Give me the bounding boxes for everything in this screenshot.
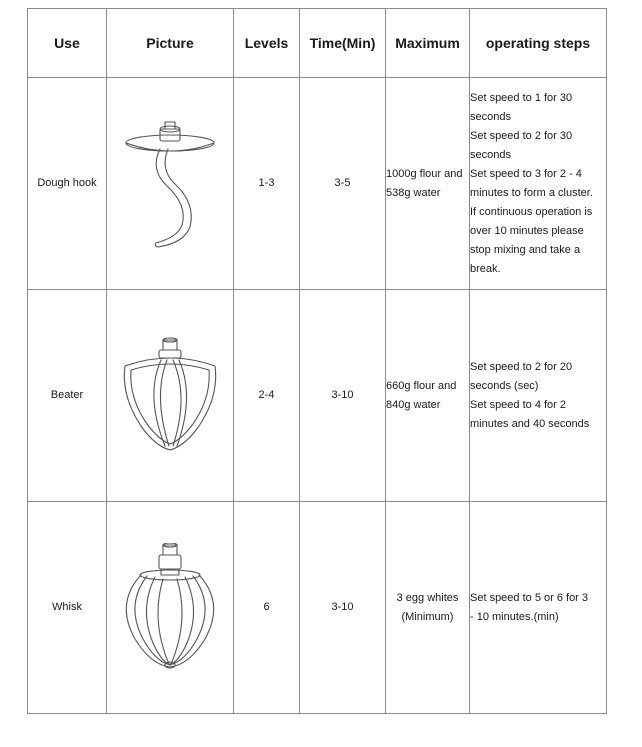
picture-cell [107, 502, 234, 714]
maximum-cell [386, 78, 470, 290]
header-picture: Picture [107, 9, 234, 78]
dough-hook-icon [110, 119, 230, 249]
step-line: seconds [470, 148, 511, 161]
maximum-cell [386, 502, 470, 714]
header-operating-steps: operating steps [470, 9, 607, 78]
step-line: If continuous operation is [470, 205, 593, 218]
step-line: Set speed to 4 for 2 [470, 398, 567, 411]
steps-cell [470, 502, 607, 714]
use-cell: Dough hook [28, 78, 107, 290]
use-cell: Whisk [28, 502, 107, 714]
usage-table [27, 8, 607, 714]
header-row [28, 9, 607, 78]
time-cell: 3-10 [300, 502, 386, 714]
maximum-line: 3 egg whites [396, 591, 459, 604]
maximum-line: 840g water [386, 398, 441, 411]
header-levels: Levels [234, 9, 300, 78]
levels-cell: 6 [234, 502, 300, 714]
step-line: over 10 minutes please [470, 224, 584, 237]
maximum-line: 538g water [386, 186, 441, 199]
step-line: minutes to form a cluster. [470, 186, 593, 199]
maximum-line: 660g flour and [386, 379, 457, 392]
step-line: - 10 minutes.(min) [470, 610, 559, 623]
step-line: Set speed to 3 for 2 - 4 [470, 167, 582, 180]
use-cell: Beater [28, 290, 107, 502]
header-use: Use [28, 9, 107, 78]
step-line: Set speed to 5 or 6 for 3 [470, 591, 589, 604]
step-line: break. [470, 262, 501, 275]
step-line: minutes and 40 seconds [470, 417, 590, 430]
picture-cell [107, 78, 234, 290]
picture-cell [107, 290, 234, 502]
maximum-line: (Minimum) [401, 610, 454, 623]
levels-cell: 2-4 [234, 290, 300, 502]
step-line: seconds [470, 110, 511, 123]
header-time: Time(Min) [300, 9, 386, 78]
table-row [28, 502, 607, 714]
maximum-line: 1000g flour and [386, 167, 463, 180]
step-line: Set speed to 2 for 20 [470, 360, 573, 373]
time-cell: 3-5 [300, 78, 386, 290]
header-maximum: Maximum [386, 9, 470, 78]
beater-icon [115, 336, 225, 456]
step-line: Set speed to 2 for 30 [470, 129, 573, 142]
step-line: Set speed to 1 for 30 [470, 91, 573, 104]
steps-cell [470, 290, 607, 502]
table-row [28, 78, 607, 290]
whisk-icon [115, 543, 225, 673]
levels-cell: 1-3 [234, 78, 300, 290]
steps-cell [470, 78, 607, 290]
maximum-cell [386, 290, 470, 502]
step-line: seconds (sec) [470, 379, 539, 392]
time-cell: 3-10 [300, 290, 386, 502]
table-row [28, 290, 607, 502]
step-line: stop mixing and take a [470, 243, 581, 256]
